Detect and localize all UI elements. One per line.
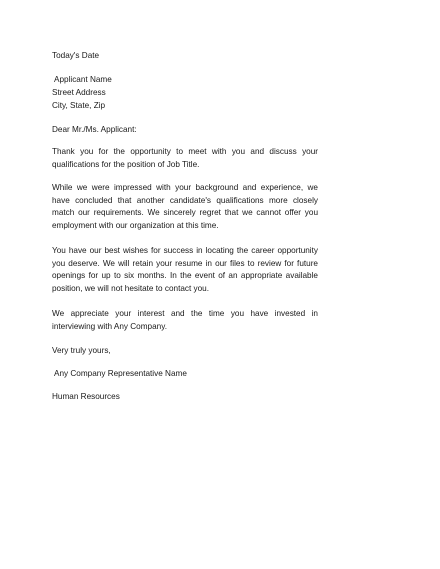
recipient-street: Street Address	[52, 88, 106, 97]
body-paragraph-3: You have our best wishes for success in locating the career opportunity you deserve. We will retain your resume in our files to review for future openings for up to six months. In the event of an appropriate available position, we will not hesitate to contact you.	[52, 246, 318, 293]
recipient-name: Applicant Name	[54, 75, 112, 84]
signer-name: Any Company Representative Name	[54, 369, 187, 378]
recipient-city-state-zip: City, State, Zip	[52, 101, 106, 110]
salutation: Dear Mr./Ms. Applicant:	[52, 125, 137, 134]
body-paragraph-2: While we were impressed with your background and experience, we have concluded that another candidate's qualifications more closely match our requirements. We sincerely regret that we cannot offer you employment with our organization at this time.	[52, 183, 318, 230]
body-paragraph-1: Thank you for the opportunity to meet with you and discuss your qualifications for the position of Job Title.	[52, 147, 318, 169]
closing: Very truly yours,	[52, 346, 111, 355]
body-paragraph-4: We appreciate your interest and the time you have invested in interviewing with Any Company.	[52, 309, 318, 331]
letter-date: Today's Date	[52, 51, 100, 60]
signer-department: Human Resources	[52, 392, 120, 401]
